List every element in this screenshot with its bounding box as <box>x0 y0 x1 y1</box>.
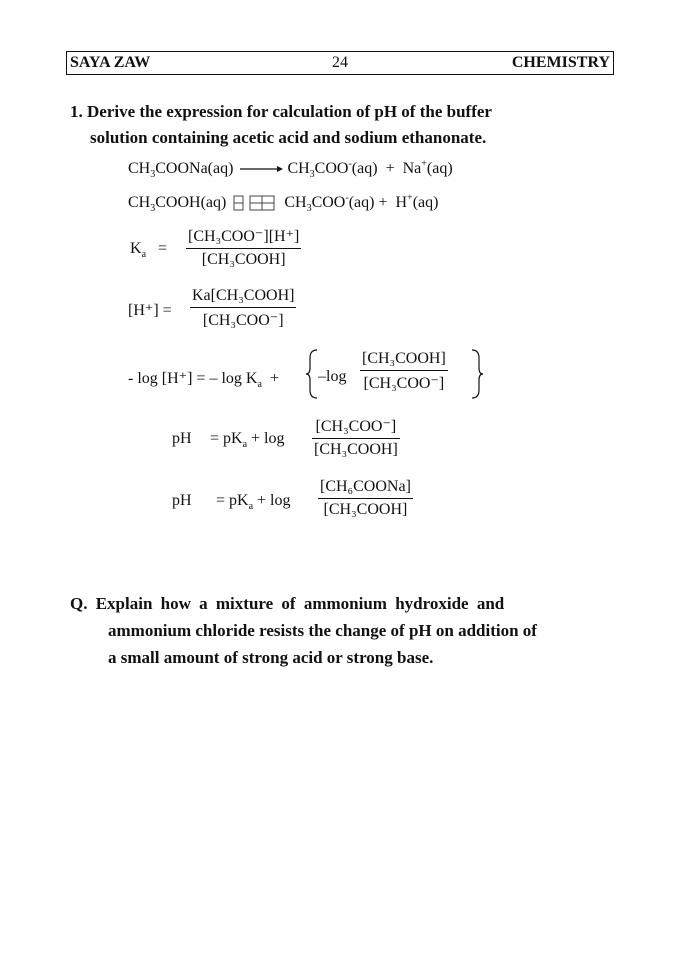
ph-1-lhs: pH <box>172 430 192 447</box>
ka-fraction <box>186 226 301 269</box>
log-fraction <box>360 350 448 393</box>
equilibrium-arrow-icon <box>230 194 280 212</box>
question-2 <box>70 590 615 671</box>
ph-2-denominator: [CH₃COOH] <box>318 498 413 519</box>
question-2-line-2: ammonium chloride resists the change of pH on addition of <box>108 621 537 640</box>
ph-1-numerator: [CH₃COO⁻] <box>315 418 397 435</box>
ka-denominator: [CH₃COOH] <box>186 248 301 269</box>
question-2-line-3: a small amount of strong acid or strong base. <box>108 648 434 667</box>
h-ion-lhs: [H⁺] = <box>128 302 172 319</box>
question-1-line-2: solution containing acetic acid and sodium ethanonate. <box>90 128 487 147</box>
h-ion-denominator: [CH₃COO⁻] <box>190 307 296 330</box>
h-ion-fraction <box>190 287 296 330</box>
right-brace-icon <box>470 348 484 400</box>
log-denominator: [CH₃COO⁻] <box>360 370 448 393</box>
ph-1-fraction <box>312 416 400 459</box>
question-1-line-1: 1. Derive the expression for calculation of pH of the buffer <box>70 102 492 121</box>
forward-arrow-icon <box>237 164 283 174</box>
ph-2-numerator: [CH₆COONa] <box>320 478 411 495</box>
reaction-1: $CH_3COONa(aq) CH_3COO^-(aq) + Na^+(aq)$ <box>128 158 453 181</box>
page-header <box>66 51 614 75</box>
ph-2-rhs: = $pK_a + \log$ <box>216 492 291 513</box>
author-name: SAYA ZAW <box>70 54 151 71</box>
log-lhs: - log [H⁺] = – $\log K_a$ + <box>128 370 279 391</box>
ph-2-fraction <box>318 478 413 519</box>
ph-1-denominator: [CH₃COOH] <box>312 438 400 459</box>
ph-2-lhs: pH <box>172 492 192 509</box>
ka-numerator: [CH₃COO⁻][H⁺] <box>188 228 300 245</box>
h-ion-numerator: Ka[CH₃COOH] <box>192 287 295 304</box>
subject-name: CHEMISTRY <box>511 54 610 71</box>
inner-log: –log <box>318 368 347 385</box>
reaction-2: $CH_3COOH(aq) CH_3COO^-(aq) + H^+(aq)$ <box>128 192 439 215</box>
ka-lhs: $K_a$ = <box>130 240 168 261</box>
ph-1-rhs: = $pK_a + \log$ <box>210 430 285 451</box>
log-numerator: [CH₃COOH] <box>362 350 446 367</box>
question-2-line-1: Q. Explain how a mixture of ammonium hydroxide and <box>70 594 505 613</box>
left-brace-icon <box>305 348 319 400</box>
page-number: 24 <box>332 54 348 71</box>
